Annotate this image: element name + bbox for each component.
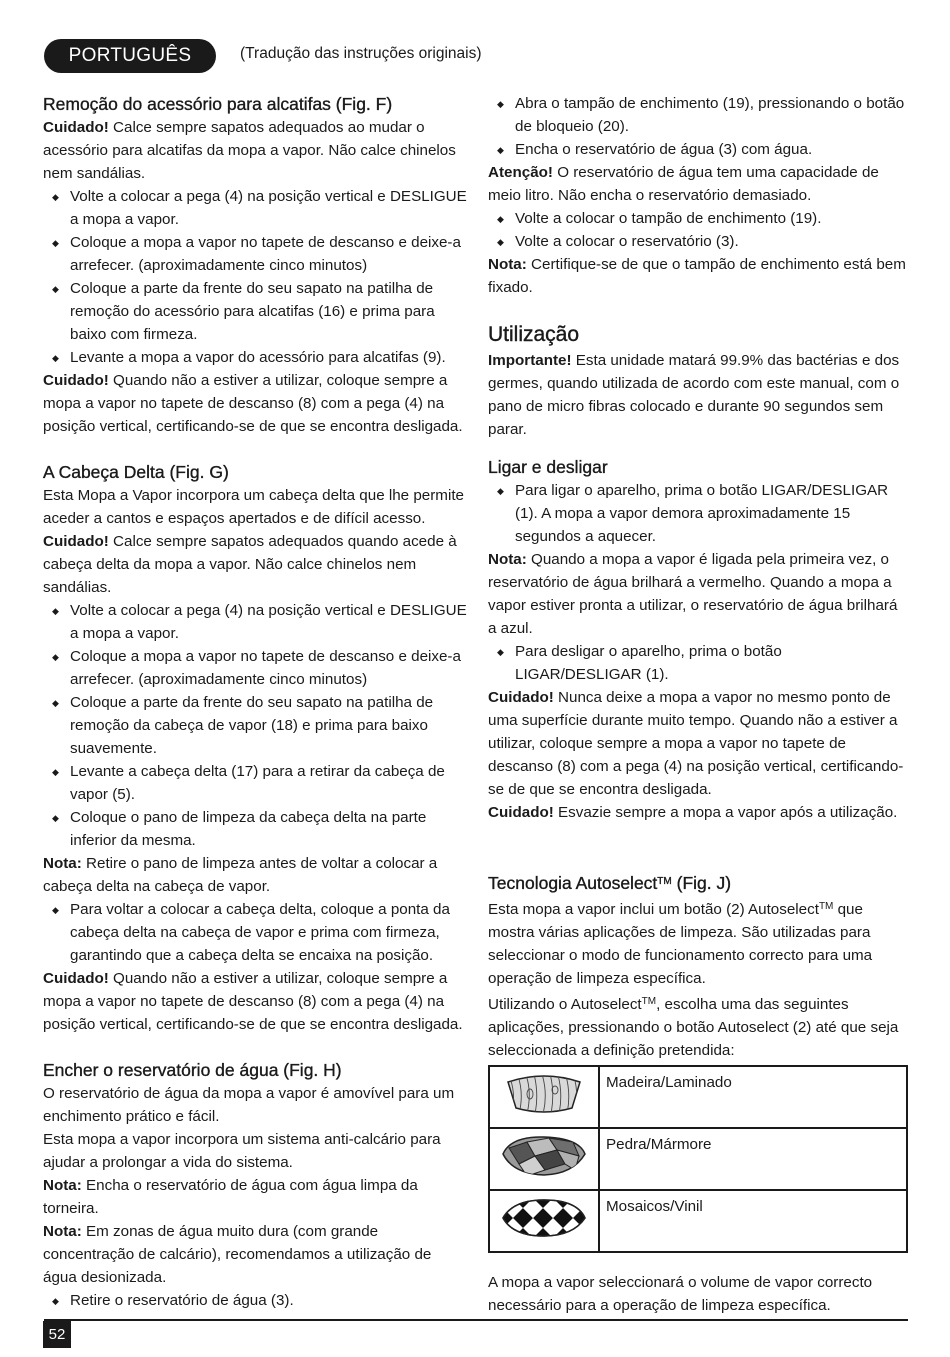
list-item: ◆ Coloque a parte da frente do seu sapato na patilha de remoção do acessório para alcatifas (16) e prima para baixo com firmeza. bbox=[43, 277, 468, 346]
list-item: ◆ Volte a colocar a pega (4) na posição vertical e DESLIGUE a mopa a vapor. bbox=[43, 185, 468, 231]
mode-icon-cell bbox=[489, 1066, 599, 1128]
section-title: Utilização bbox=[488, 323, 580, 346]
left-column bbox=[43, 92, 468, 1312]
section-on-off bbox=[488, 455, 910, 824]
section-title bbox=[488, 870, 910, 895]
attention-label: Atenção! bbox=[488, 164, 553, 181]
section-title: Remoção do acessório para alcatifas (Fig. F) bbox=[43, 94, 393, 114]
section-fill-tank bbox=[43, 1058, 468, 1312]
trademark: TM bbox=[818, 901, 834, 912]
wood-floor-icon bbox=[502, 1072, 586, 1116]
mode-icon-cell bbox=[489, 1190, 599, 1252]
note-label: Nota: bbox=[488, 256, 527, 273]
caution-label: Cuidado! bbox=[43, 533, 109, 550]
step-list bbox=[43, 898, 468, 967]
caution-label: Cuidado! bbox=[43, 372, 109, 389]
section-usage bbox=[488, 321, 910, 441]
page-number: 52 bbox=[43, 1321, 71, 1348]
mode-label: Pedra/Mármore bbox=[599, 1128, 907, 1190]
caution-label: Cuidado! bbox=[488, 689, 554, 706]
caution-paragraph bbox=[43, 369, 468, 438]
body-paragraph: O reservatório de água da mopa a vapor é amovível para um enchimento prático e fácil. bbox=[43, 1085, 455, 1125]
section-carpet-removal bbox=[43, 92, 468, 438]
para-text: , escolha uma das seguintes aplicações, pressionando o botão Autoselect (2) até que seja seleccionada a definição pretendida: bbox=[488, 996, 899, 1059]
trademark: TM bbox=[641, 996, 657, 1007]
note-text: Quando a mopa a vapor é ligada pela primeira vez, o reservatório de água brilhará a vermelho. Quando a mopa a vapor estiver pronta a utilizar, o reservatório de água brilhará a azul. bbox=[488, 551, 898, 637]
caution-paragraph bbox=[43, 967, 468, 1036]
step-list bbox=[488, 207, 910, 253]
floor-mode-table bbox=[488, 1065, 908, 1253]
list-item: ◆ Retire o reservatório de água (3). bbox=[43, 1289, 468, 1312]
trademark: TM bbox=[657, 876, 672, 887]
list-item: ◆ Levante a cabeça delta (17) para a retirar da cabeça de vapor (5). bbox=[43, 760, 468, 806]
table-row bbox=[489, 1066, 907, 1128]
caution-text: Quando não a estiver a utilizar, coloque sempre a mopa a vapor no tapete de descanso (8) com a pega (4) na posição vertical, certificando-se de que se encontra desligada. bbox=[43, 970, 463, 1033]
table-row bbox=[489, 1128, 907, 1190]
list-item: ◆ Volte a colocar o tampão de enchimento (19). bbox=[488, 207, 910, 230]
note-label: Nota: bbox=[43, 1177, 82, 1194]
list-item: ◆ Volte a colocar a pega (4) na posição vertical e DESLIGUE a mopa a vapor. bbox=[43, 599, 468, 645]
translation-note: (Tradução das instruções originais) bbox=[240, 45, 482, 62]
note-paragraph bbox=[43, 1220, 468, 1289]
caution-paragraph bbox=[488, 801, 910, 824]
footer-rule bbox=[44, 1319, 908, 1321]
section-autoselect bbox=[488, 870, 910, 1317]
para-text: Utilizando o Autoselect bbox=[488, 996, 642, 1013]
tile-floor-icon bbox=[499, 1196, 589, 1240]
mode-icon-cell bbox=[489, 1128, 599, 1190]
caution-paragraph bbox=[43, 116, 468, 185]
list-item: ◆ Volte a colocar o reservatório (3). bbox=[488, 230, 910, 253]
table-row bbox=[489, 1190, 907, 1252]
right-column bbox=[488, 92, 910, 1317]
caution-text: Nunca deixe a mopa a vapor no mesmo ponto de uma superfície durante muito tempo. Quando não a estiver a utilizar, coloque sempre a mopa a vapor no tapete de descanso (8) com a pega (4) na posição vertical, certificando-se de que se encontra desligada. bbox=[488, 689, 904, 798]
step-list bbox=[43, 185, 468, 369]
language-badge: PORTUGUÊS bbox=[44, 39, 216, 73]
important-paragraph bbox=[488, 349, 910, 441]
list-item: ◆ Coloque o pano de limpeza da cabeça delta na parte inferior da mesma. bbox=[43, 806, 468, 852]
list-item: ◆ Abra o tampão de enchimento (19), pressionando o botão de bloqueio (20). bbox=[488, 92, 910, 138]
note-paragraph bbox=[488, 253, 910, 299]
caution-label: Cuidado! bbox=[488, 804, 554, 821]
para-text: Esta mopa a vapor inclui um botão (2) Autoselect bbox=[488, 901, 819, 918]
stone-floor-icon bbox=[499, 1134, 589, 1178]
step-list bbox=[43, 1289, 468, 1312]
caution-paragraph bbox=[43, 530, 468, 599]
step-list bbox=[488, 640, 910, 686]
title-text: Tecnologia Autoselect bbox=[488, 873, 658, 893]
mode-label: Madeira/Laminado bbox=[599, 1066, 907, 1128]
attention-paragraph bbox=[488, 161, 910, 207]
caution-label: Cuidado! bbox=[43, 970, 109, 987]
section-delta-head bbox=[43, 460, 468, 1036]
list-item: ◆ Para desligar o aparelho, prima o botão LIGAR/DESLIGAR (1). bbox=[488, 640, 910, 686]
list-item: ◆ Levante a mopa a vapor do acessório para alcatifas (9). bbox=[43, 346, 468, 369]
note-paragraph bbox=[43, 852, 468, 898]
intro-paragraph: Esta Mopa a Vapor incorpora um cabeça delta que lhe permite aceder a cantos e espaços apertados e de difícil acesso. bbox=[43, 487, 464, 527]
body-paragraph bbox=[488, 990, 910, 1062]
caution-text: Calce sempre sapatos adequados ao mudar o acessório para alcatifas da mopa a vapor. Não calce chinelos nem sandálias. bbox=[43, 119, 456, 182]
list-item: ◆ Para ligar o aparelho, prima o botão LIGAR/DESLIGAR (1). A mopa a vapor demora aproximadamente 15 segundos a aquecer. bbox=[488, 479, 910, 548]
step-list bbox=[488, 479, 910, 548]
note-text: Retire o pano de limpeza antes de voltar a colocar a cabeça delta na cabeça de vapor. bbox=[43, 855, 438, 895]
closing-paragraph: A mopa a vapor seleccionará o volume de vapor correcto necessário para a operação de limpeza específica. bbox=[488, 1274, 873, 1314]
section-title: Ligar e desligar bbox=[488, 457, 608, 477]
note-label: Nota: bbox=[43, 1223, 82, 1240]
caution-label: Cuidado! bbox=[43, 119, 109, 136]
step-list bbox=[43, 599, 468, 852]
note-text: Em zonas de água muito dura (com grande concentração de calcário), recomendamos a utilização de água desionizada. bbox=[43, 1223, 432, 1286]
list-item: ◆ Coloque a mopa a vapor no tapete de descanso e deixe-a arrefecer. (aproximadamente cinco minutos) bbox=[43, 231, 468, 277]
note-text: Certifique-se de que o tampão de enchimento está bem fixado. bbox=[488, 256, 906, 296]
list-item: ◆ Coloque a parte da frente do seu sapato na patilha de remoção da cabeça de vapor (18) e prima para baixo suavemente. bbox=[43, 691, 468, 760]
list-item: ◆ Para voltar a colocar a cabeça delta, coloque a ponta da cabeça delta na cabeça de vapor e prima com firmeza, garantindo que a cabeça delta se encaixa na posição. bbox=[43, 898, 468, 967]
step-list bbox=[488, 92, 910, 161]
caution-text: Esvazie sempre a mopa a vapor após a utilização. bbox=[553, 804, 898, 821]
list-item: ◆ Encha o reservatório de água (3) com água. bbox=[488, 138, 910, 161]
note-text: Encha o reservatório de água com água limpa da torneira. bbox=[43, 1177, 418, 1217]
section-fill-tank-continued bbox=[488, 92, 910, 299]
note-label: Nota: bbox=[488, 551, 527, 568]
important-label: Importante! bbox=[488, 352, 572, 369]
important-text: Esta unidade matará 99.9% das bactérias e dos germes, quando utilizada de acordo com este manual, com o pano de micro fibras colocado e durante 90 segundos sem parar. bbox=[488, 352, 900, 438]
attention-text: O reservatório de água tem uma capacidade de meio litro. Não encha o reservatório demasiado. bbox=[488, 164, 879, 204]
section-title: Encher o reservatório de água (Fig. H) bbox=[43, 1060, 342, 1080]
note-paragraph bbox=[488, 548, 910, 640]
mode-label: Mosaicos/Vinil bbox=[599, 1190, 907, 1252]
note-label: Nota: bbox=[43, 855, 82, 872]
para-text: que mostra várias aplicações de limpeza. São utilizadas para seleccionar o modo de funcionamento correcto para uma operação de limpeza específica. bbox=[488, 901, 873, 987]
title-suffix: (Fig. J) bbox=[671, 873, 732, 893]
list-item: ◆ Coloque a mopa a vapor no tapete de descanso e deixe-a arrefecer. (aproximadamente cinco minutos) bbox=[43, 645, 468, 691]
body-paragraph bbox=[488, 895, 910, 990]
note-paragraph bbox=[43, 1174, 468, 1220]
caution-text: Quando não a estiver a utilizar, coloque sempre a mopa a vapor no tapete de descanso (8) com a pega (4) na posição vertical, certificando-se de que se encontra desligada. bbox=[43, 372, 463, 435]
caution-paragraph bbox=[488, 686, 910, 801]
section-title: A Cabeça Delta (Fig. G) bbox=[43, 462, 229, 482]
caution-text: Calce sempre sapatos adequados quando acede à cabeça delta da mopa a vapor. Não calce chinelos nem sandálias. bbox=[43, 533, 457, 596]
body-paragraph: Esta mopa a vapor incorpora um sistema anti-calcário para ajudar a prolongar a vida do sistema. bbox=[43, 1131, 441, 1171]
